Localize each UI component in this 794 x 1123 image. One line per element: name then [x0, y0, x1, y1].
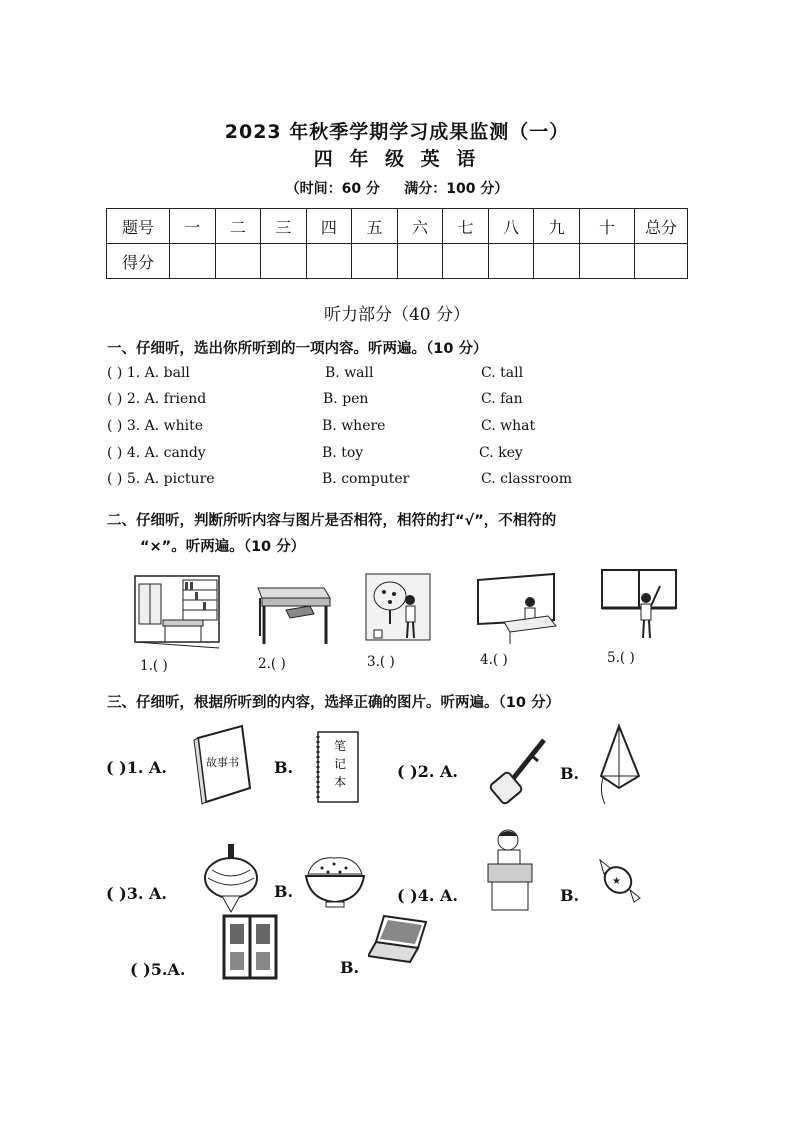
- option-c: C. fan: [481, 391, 523, 407]
- score-cell[interactable]: [443, 244, 489, 279]
- score-table-header-row: [107, 209, 688, 244]
- option-b-label: B.: [274, 882, 294, 901]
- table-cell: 总分: [635, 209, 688, 244]
- answer-blank[interactable]: 2.( ): [258, 656, 286, 672]
- list-item: [0, 471, 794, 493]
- question-label[interactable]: ( )1. A.: [106, 758, 167, 777]
- part3-heading: 三、仔细听，根据所听到的内容，选择正确的图片。听两遍。（10 分）: [107, 695, 560, 711]
- option-b: B. computer: [322, 471, 410, 487]
- option-a: ( ) 4. A. candy: [107, 445, 206, 461]
- storybook-picture: [192, 722, 256, 806]
- table-cell: 二: [215, 209, 261, 244]
- table-cell: 七: [443, 209, 489, 244]
- score-table-score-row: [107, 244, 688, 279]
- storybook-text: 故事书: [206, 756, 239, 769]
- question-label[interactable]: ( )4. A.: [397, 886, 458, 905]
- table-cell: 八: [488, 209, 534, 244]
- score-cell[interactable]: [635, 244, 688, 279]
- question-label[interactable]: ( )2. A.: [397, 762, 458, 781]
- notebook-char: 记: [334, 757, 347, 771]
- classroom-picture: [133, 570, 223, 652]
- svg-text:★: ★: [612, 876, 621, 887]
- option-c: C. classroom: [481, 471, 572, 487]
- part1-heading: 一、仔细听，选出你所听到的一项内容。听两遍。（10 分）: [107, 341, 488, 357]
- section-title: 听力部分（40 分）: [323, 305, 471, 325]
- answer-blank[interactable]: 3.( ): [367, 654, 395, 670]
- exam-subtitle: 四 年 级 英 语: [313, 148, 481, 170]
- key-picture: [488, 734, 548, 806]
- answer-blank[interactable]: 4.( ): [480, 652, 508, 668]
- table-cell: 三: [261, 209, 307, 244]
- option-b: B. pen: [323, 391, 369, 407]
- option-b-label: B.: [560, 764, 580, 783]
- blackboard-picture: [474, 572, 558, 648]
- list-item: [0, 391, 794, 413]
- score-cell[interactable]: [306, 244, 352, 279]
- table-cell: 得分: [107, 244, 170, 279]
- score-cell[interactable]: [397, 244, 443, 279]
- score-cell[interactable]: [170, 244, 216, 279]
- question-label[interactable]: ( )5.A.: [130, 960, 186, 979]
- answer-blank[interactable]: 1.( ): [140, 658, 168, 674]
- desk-picture: [252, 578, 334, 648]
- answer-blank[interactable]: 5.( ): [607, 650, 635, 666]
- exam-meta: （时间：60 分 满分：100 分）: [285, 181, 509, 197]
- part2-heading-line2: “×”。听两遍。（10 分）: [140, 539, 306, 555]
- score-cell[interactable]: [534, 244, 580, 279]
- option-c: C. what: [481, 418, 536, 434]
- option-c: C. key: [479, 445, 523, 461]
- list-item: [0, 365, 794, 387]
- notebook-char: 本: [334, 775, 347, 789]
- option-b: B. toy: [322, 445, 364, 461]
- boy-cleaning-desk-picture: [484, 824, 536, 916]
- question-label[interactable]: ( )3. A.: [106, 884, 167, 903]
- option-b-label: B.: [274, 758, 294, 777]
- table-cell: 十: [580, 209, 635, 244]
- window-picture: [220, 914, 280, 980]
- table-cell: 五: [352, 209, 398, 244]
- score-cell[interactable]: [580, 244, 635, 279]
- list-item: [0, 445, 794, 467]
- table-cell: 六: [397, 209, 443, 244]
- option-b: B. wall: [325, 365, 374, 381]
- rice-bowl-picture: [304, 852, 366, 910]
- score-cell[interactable]: [488, 244, 534, 279]
- option-a: ( ) 3. A. white: [107, 418, 204, 434]
- part2-heading: 二、仔细听，判断所听内容与图片是否相符，相符的打“√”，不相符的: [107, 513, 557, 529]
- option-a: ( ) 1. A. ball: [107, 365, 190, 381]
- laptop-picture: [368, 914, 430, 966]
- option-a: ( ) 2. A. friend: [107, 391, 207, 407]
- option-b-label: B.: [560, 886, 580, 905]
- exam-title: 2023 年秋季学期学习成果监测（一）: [224, 121, 570, 143]
- score-cell[interactable]: [215, 244, 261, 279]
- option-b: B. where: [322, 418, 386, 434]
- table-cell: 一: [170, 209, 216, 244]
- table-cell: 题号: [107, 209, 170, 244]
- table-cell: 九: [534, 209, 580, 244]
- option-a: ( ) 5. A. picture: [107, 471, 215, 487]
- table-cell: 四: [306, 209, 352, 244]
- boy-drawing-picture: [364, 572, 434, 648]
- notebook-picture: [312, 728, 364, 806]
- score-cell[interactable]: [352, 244, 398, 279]
- score-cell[interactable]: [261, 244, 307, 279]
- option-c: C. tall: [481, 365, 524, 381]
- candy-picture: [596, 856, 642, 904]
- spinning-top-picture: [200, 842, 262, 914]
- option-b-label: B.: [340, 958, 360, 977]
- list-item: [0, 418, 794, 440]
- kite-picture: [595, 722, 645, 810]
- notebook-char: 笔: [334, 739, 347, 753]
- window-cleaning-picture: [600, 568, 680, 644]
- score-table: [106, 208, 688, 279]
